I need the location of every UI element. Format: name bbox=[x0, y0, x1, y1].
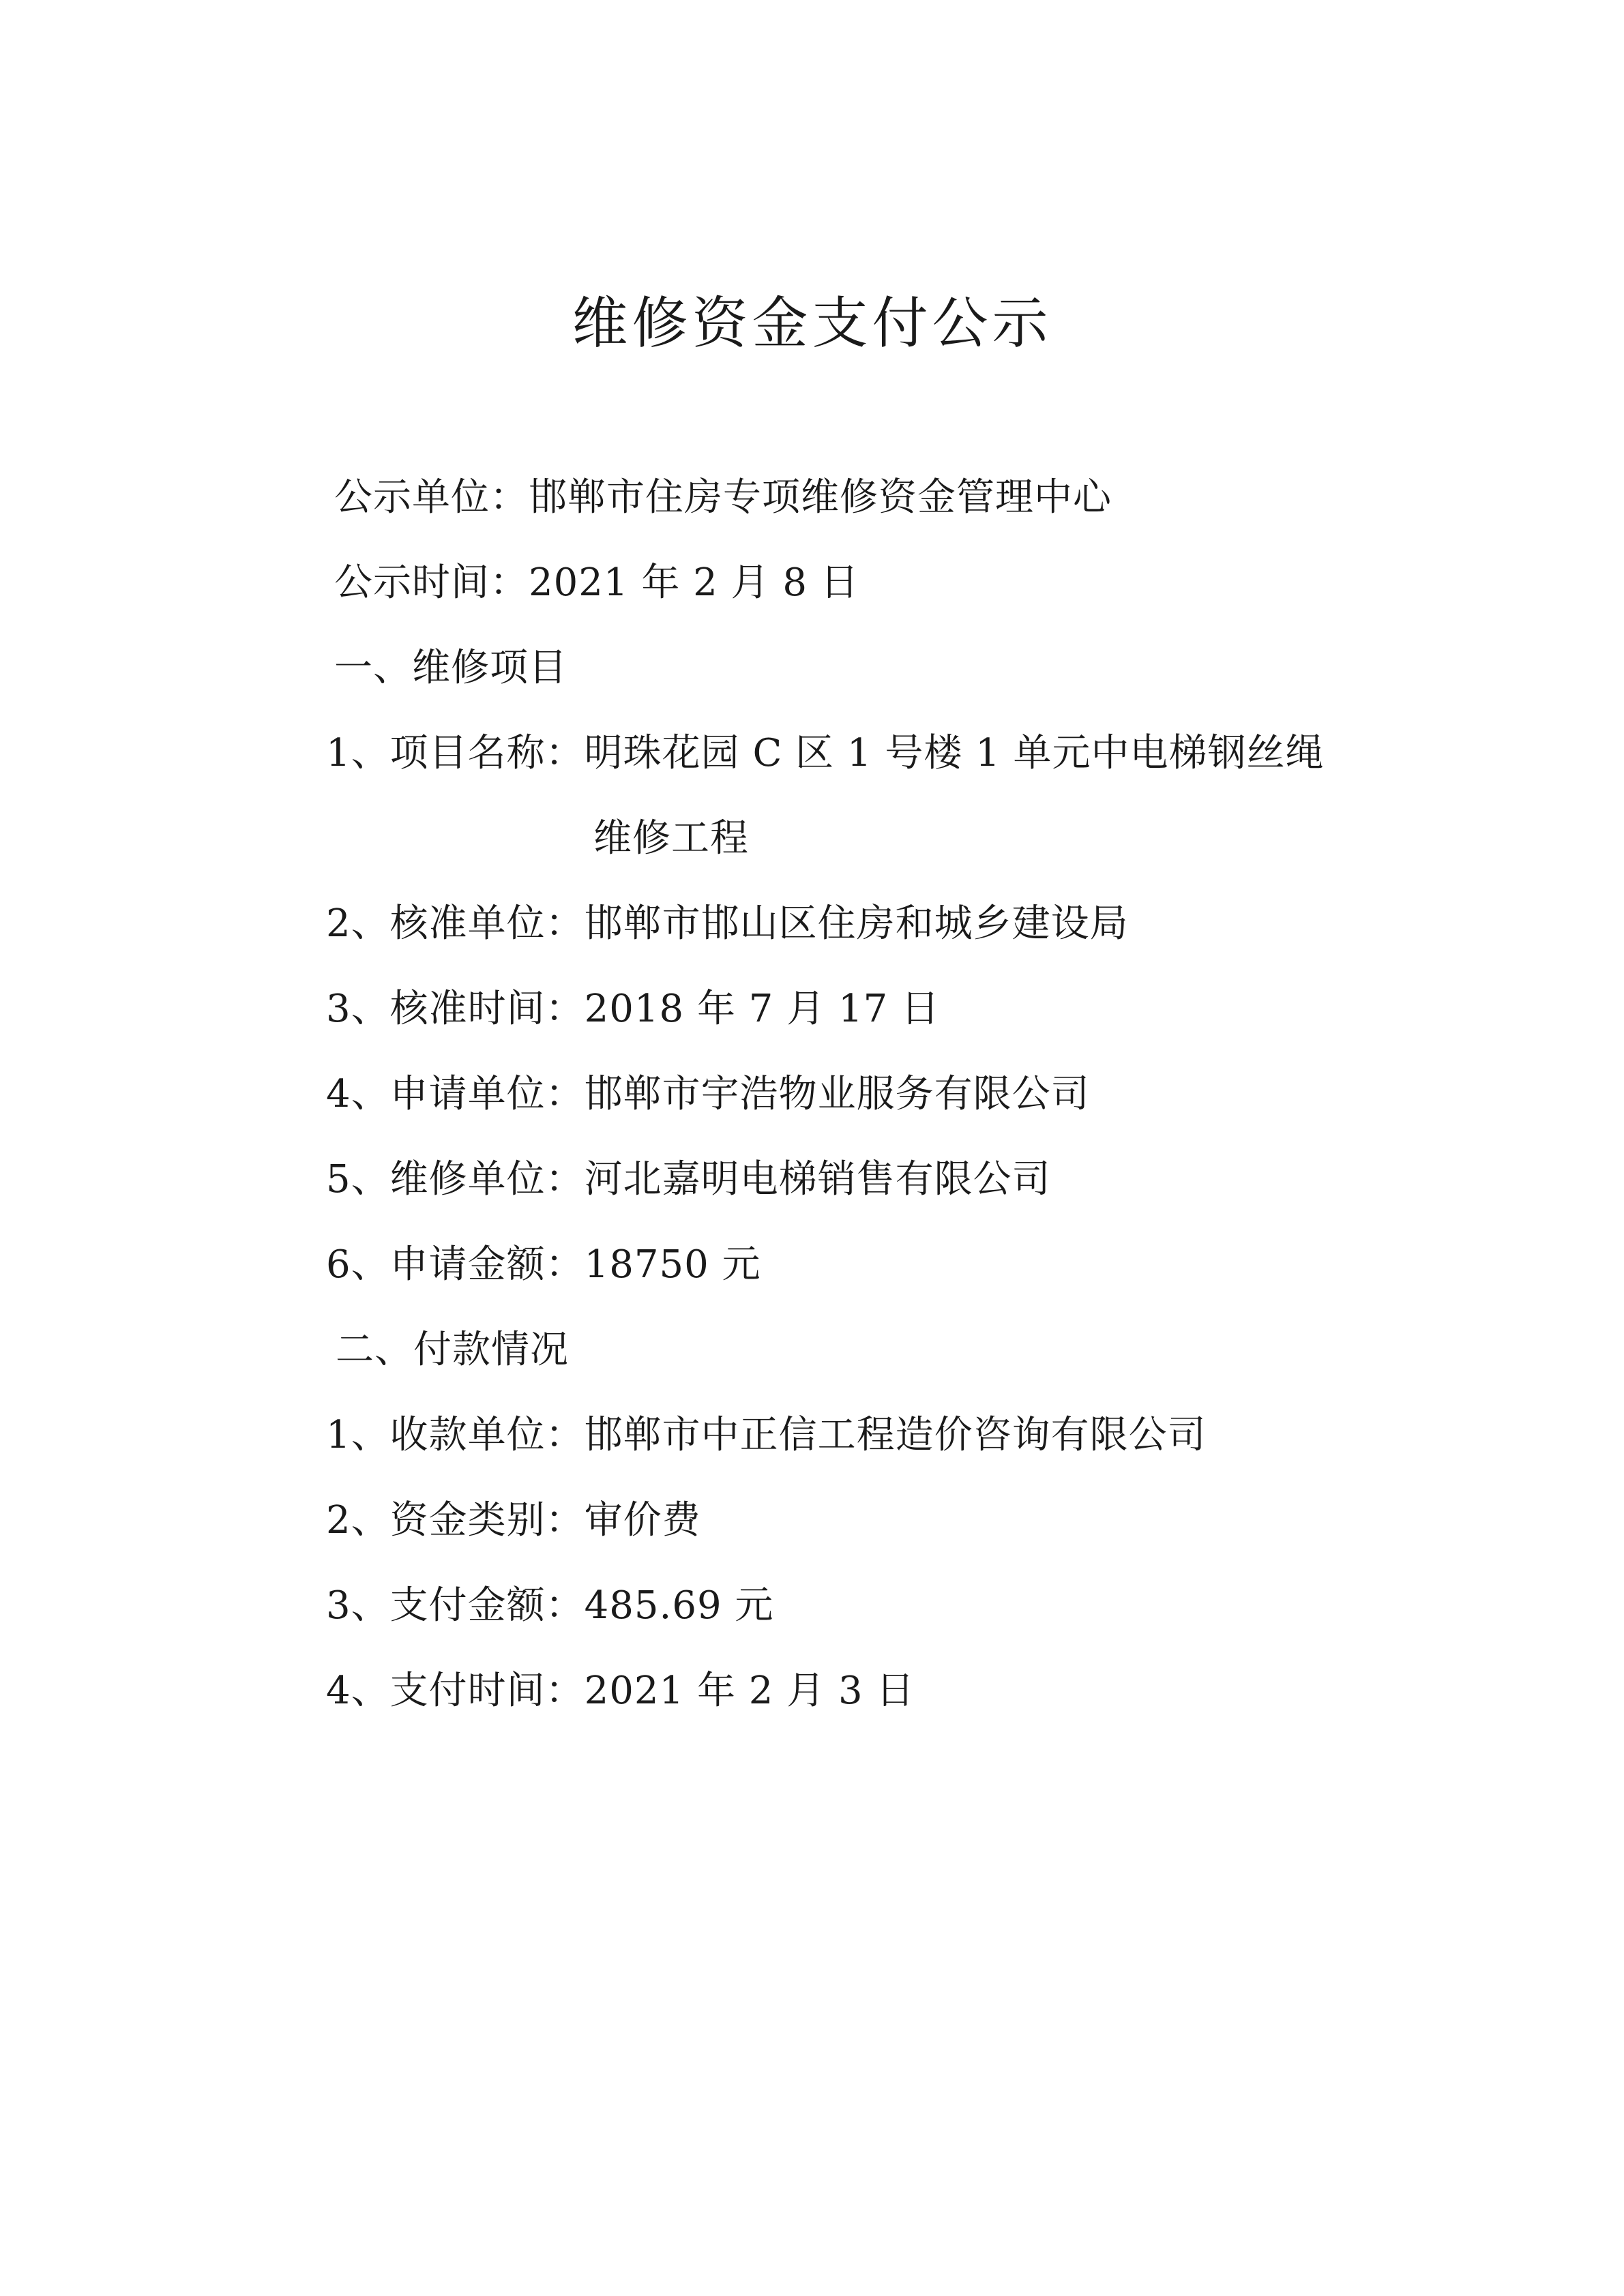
approver-value: 邯郸市邯山区住房和城乡建设局 bbox=[584, 901, 1129, 946]
fund-category-label: 2、资金类别： bbox=[326, 1498, 585, 1542]
paid-amount-value: 485.69 元 bbox=[584, 1583, 774, 1628]
repairer-value: 河北嘉明电梯销售有限公司 bbox=[584, 1157, 1051, 1202]
approval-date-value: 2018 年 7 月 17 日 bbox=[584, 987, 941, 1031]
section1-heading: 一、维修项目 bbox=[334, 646, 567, 690]
project-name-value: 明珠花园 C 区 1 号楼 1 单元中电梯钢丝绳 bbox=[584, 731, 1325, 775]
fund-category-value: 审价费 bbox=[584, 1498, 701, 1542]
project-name-label: 1、项目名称： bbox=[326, 731, 585, 775]
paid-date-line bbox=[326, 1667, 915, 1715]
requested-amount-value: 18750 元 bbox=[584, 1242, 761, 1287]
paid-date-label: 4、支付时间： bbox=[326, 1669, 585, 1713]
paid-amount-line bbox=[326, 1582, 773, 1630]
requested-amount-line bbox=[326, 1241, 761, 1289]
project-name-continuation: 维修工程 bbox=[593, 816, 749, 861]
applicant-label: 4、申请单位： bbox=[326, 1072, 585, 1116]
payee-label: 1、收款单位： bbox=[326, 1413, 585, 1457]
applicant-line bbox=[326, 1071, 1090, 1118]
paid-date-value: 2021 年 2 月 3 日 bbox=[584, 1669, 915, 1713]
approval-date-line bbox=[326, 985, 940, 1033]
publish-date-value: 2021 年 2 月 8 日 bbox=[529, 561, 859, 605]
payee-line bbox=[326, 1412, 1207, 1459]
publisher-line bbox=[334, 474, 1112, 522]
approver-label: 2、核准单位： bbox=[326, 901, 585, 946]
approval-date-label: 3、核准时间： bbox=[326, 987, 585, 1031]
requested-amount-label: 6、申请金额： bbox=[326, 1242, 585, 1287]
publish-date-line bbox=[334, 559, 859, 607]
repairer-line bbox=[326, 1156, 1051, 1204]
publisher-label: 公示单位： bbox=[334, 475, 529, 520]
payee-value: 邯郸市中正信工程造价咨询有限公司 bbox=[584, 1413, 1207, 1457]
repairer-label: 5、维修单位： bbox=[326, 1157, 585, 1202]
publish-date-label: 公示时间： bbox=[334, 561, 529, 605]
document-title: 维修资金支付公示 bbox=[572, 291, 1052, 356]
applicant-value: 邯郸市宇浩物业服务有限公司 bbox=[584, 1072, 1090, 1116]
project-name-line bbox=[326, 730, 1325, 777]
approver-line bbox=[326, 900, 1129, 948]
publisher-value: 邯郸市住房专项维修资金管理中心 bbox=[529, 475, 1112, 520]
fund-category-line bbox=[326, 1497, 701, 1545]
paid-amount-label: 3、支付金额： bbox=[326, 1583, 585, 1628]
section2-heading: 二、付款情况 bbox=[336, 1328, 569, 1372]
